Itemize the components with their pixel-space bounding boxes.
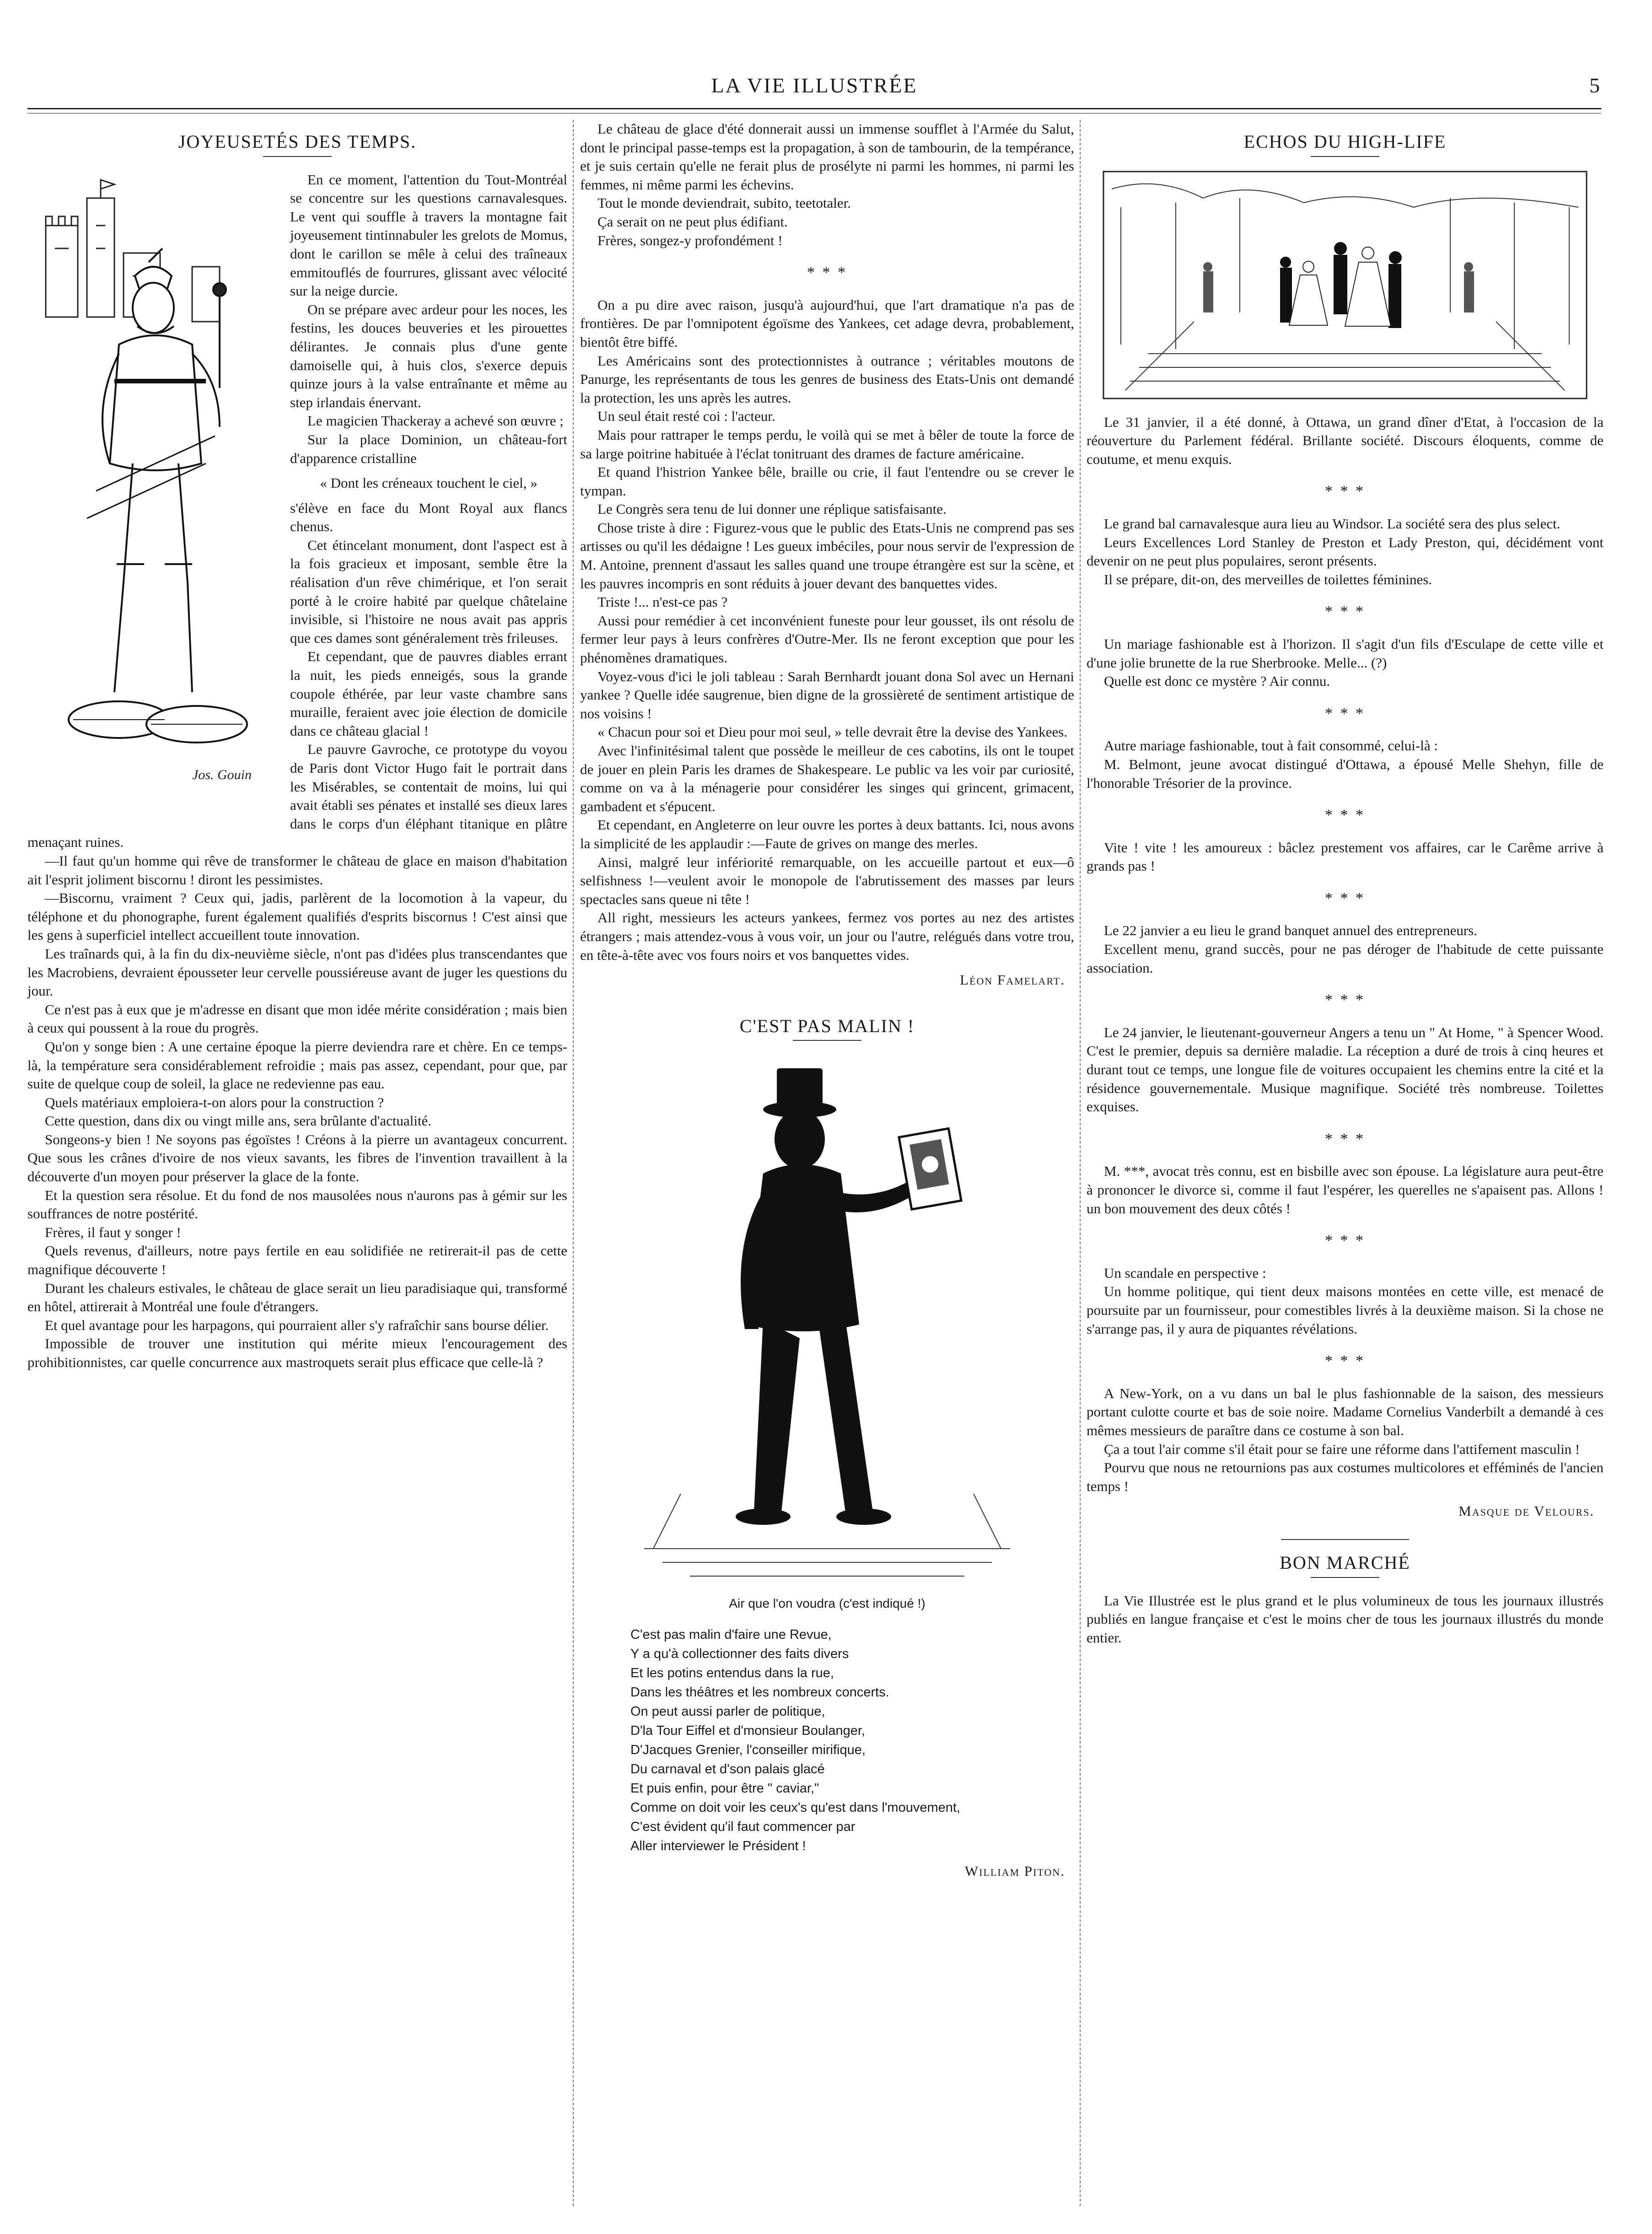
paragraph: A New-York, on a vu dans un bal le plus fashionnable de la saison, des messieurs portant culotte courte et bas de soie noire. Madame Cornelius Vanderbilt a demandé à ces mêmes messieurs de paraître dans ce costume à son bal. xyxy=(1087,1385,1604,1438)
paragraph: Le pauvre Gavroche, ce prototype du voyou de Paris dont Victor Hugo fait le portrait dans les Misérables, se contentait de moins, lui qui avait établi ses pénates et installé ses dieux lares dans le corps d'un éléphant titanique en plâtre menaçant ruines. xyxy=(27,741,567,851)
section-stars: * * * xyxy=(807,264,847,281)
author-signature: Masque de Velours. xyxy=(1458,1503,1594,1519)
paragraph: Frères, il faut y songer ! xyxy=(45,1224,181,1240)
section-stars: * * * xyxy=(1325,603,1365,620)
illustration-signature: Jos. Gouin xyxy=(192,767,252,782)
paragraph: Impossible de trouver une institution qui mérite mieux l'encouragement des prohibitionnistes, car quelle concurrence aux mastroquets serait plus efficace que celle-là ? xyxy=(27,1335,567,1370)
poem-line: Comme on doit voir les ceux's qu'est dans l'mouvement, xyxy=(630,1800,960,1815)
paragraph: Cet étincelant monument, dont l'aspect est à la fois gracieux et imposant, semble être la réalisation d'un rêve chimérique, et l'on serait porté à le croire habité par quelque châtelaine invisible, si l'histoire ne nous avait pas appris que ces dames sont généralement très frileuses. xyxy=(290,537,567,646)
section-stars: * * * xyxy=(1325,1352,1365,1370)
paragraph: —Il faut qu'un homme qui rêve de transformer le château de glace en maison d'habitation ait l'esprit joliment biscornu ! diront les pessimistes. xyxy=(27,852,567,888)
paragraph: Le 22 janvier a eu lieu le grand banquet annuel des entrepreneurs. xyxy=(1104,922,1477,939)
ballroom-illustration xyxy=(1103,171,1587,399)
paragraph: Le Congrès sera tenu de lui donner une réplique satisfaisante. xyxy=(597,501,947,517)
paragraph: Un scandale en perspective : xyxy=(1104,1265,1266,1281)
paragraph: Songeons-y bien ! Ne soyons pas égoïstes ! Créons à la pierre un avantageux concurrent. Que sous les crânes d'ivoire de nos vieux savants, les fibres de l'invention travaillent à la découverte d'un moyen pour préserver la glace de la fonte. xyxy=(27,1131,567,1185)
paragraph: Qu'on y songe bien : A une certaine époque la pierre deviendra rare et chère. En ce temps-là, la température sera considérablement refroidie ; mais pas assez, cependant, pour que, par suite de quelque coup de soleil, la glace ne redevienne pas eau. xyxy=(27,1038,567,1092)
paragraph: Quels matériaux emploiera-t-on alors pour la construction ? xyxy=(45,1094,384,1110)
paragraph: Et la question sera résolue. Et du fond de nos mausolées nous n'aurons pas à gémir sur les souffrances de notre postérité. xyxy=(27,1187,567,1222)
paragraph: On a pu dire avec raison, jusqu'à aujourd'hui, que l'art dramatique n'a pas de frontières. De par l'omnipotent égoïsme des Yankees, cet adage devra, probablement, bientôt être biffé. xyxy=(580,296,1074,350)
paragraph: Le 31 janvier, il a été donné, à Ottawa, un grand dîner d'Etat, à l'occasion de la réouverture du Parlement fédéral. Brillante société. Discours éloquents, comme de coutume, et menu exquis. xyxy=(1087,414,1604,467)
paragraph: Chose triste à dire : Figurez-vous que le public des Etats-Unis ne comprend pas ses artisses ou qu'il les dédaigne ! Les gueux imbéciles, pour nous servir de l'expression de M. Antoine, prennent d'assaut les salles quand une troupe étrangère est sur la scène, et les pauvres incompris en sont réduits à jouer devant des banquettes vides. xyxy=(580,519,1074,592)
paragraph: Vite ! vite ! les amoureux : bâclez prestement vos affaires, car le Carême arrive à grands pas ! xyxy=(1087,839,1604,874)
paragraph: Le magicien Thackeray a achevé son œuvre ; xyxy=(307,413,564,429)
paragraph: On se prépare avec ardeur pour les noces, les festins, les douces beuveries et les pirouettes délirantes. Je connais plus d'une gente damoiselle qui, à huis clos, s'exerce depuis quinze jours à la valse entraînante et même au step irlandais énervant. xyxy=(290,301,567,410)
paragraph: Les traînards qui, à la fin du dix-neuvième siècle, n'ont pas d'idées plus transcendantes que les Macrobiens, devraient épousseter leur cervelle poussiéreuse avant de juger les questions du jour. xyxy=(27,945,567,999)
paragraph: Quelle est donc ce mystère ? Air connu. xyxy=(1104,673,1330,689)
paragraph: Et cependant, que de pauvres diables errant la nuit, les pieds enneigés, sous la grande coupole éthérée, par leur vaste chambre sans muraille, feraient avec joie élection de domicile dans ce château glacial ! xyxy=(290,648,567,739)
paragraph: Aussi pour remédier à cet inconvénient funeste pour leur gousset, ils ont résolu de fermer leur pays à leurs confrères d'Outre-Mer. Ils ne feront exception que pour les phénomènes dramatiques. xyxy=(580,612,1074,666)
poem-line: Dans les théâtres et les nombreux concerts. xyxy=(630,1685,889,1700)
heading-rule xyxy=(263,156,332,157)
article-heading: JOYEUSETÉS DES TEMPS. xyxy=(178,131,417,152)
paragraph: —Biscornu, vraiment ? Ceux qui, jadis, parlèrent de la locomotion à la vapeur, du téléphone et du phonographe, furent également qualifiés d'esprits biscornus ! C'est ainsi que les gens à superficiel intellect accueillent toute innovation. xyxy=(27,890,567,943)
header-rule xyxy=(27,108,1601,113)
poem-line: D'Jacques Grenier, l'conseiller mirifique, xyxy=(630,1742,866,1757)
paragraph: Les Américains sont des protectionnistes à outrance ; véritables moutons de Panurge, les représentants de tous les genres de business des Etats-Unis ont demandé la protection, les uns après les autres. xyxy=(580,352,1074,406)
paragraph: Un homme politique, qui tient deux maisons montées en cette ville, est menacé de poursuite par un fournisseur, pour comestibles livrés à la deuxième maison. Si la chose ne s'arrange pas, il y aura de piquantes révélations. xyxy=(1087,1283,1604,1337)
paragraph: M. ***, avocat très connu, est en bisbille avec son épouse. La législature aura peut-être à prononcer le divorce si, comme il faut l'espérer, les querelles ne s'apaisent pas. Allons ! un bon mouvement des deux côtés ! xyxy=(1087,1163,1604,1217)
column-joyeusetes xyxy=(27,120,567,1372)
paragraph: La Vie Illustrée est le plus grand et le plus volumineux de tous les journaux illustrés publiés en langue française et c'est le moins cher de tous les journaux illustrés du monde entier. xyxy=(1087,1592,1604,1646)
heading-rule xyxy=(1311,156,1379,157)
section-stars: * * * xyxy=(1325,889,1365,907)
paragraph: Avec l'infinitésimal talent que possède le meilleur de ces cabotins, ils ont le toupet de jouer en plein Paris les drames de Shakespeare. Le public va les voir par curiosité, comme on va à la ménagerie pour considérer les singes qui grincent, grimacent, gambadent et s'épucent. xyxy=(580,743,1074,814)
paragraph: Et quand l'histrion Yankee bêle, braille ou crie, il faut l'entendre ou se crever le tympan. xyxy=(580,464,1074,499)
poem-line: C'est évident qu'il faut commencer par xyxy=(630,1819,856,1834)
paragraph: Frères, songez-y profondément ! xyxy=(597,232,783,248)
masthead xyxy=(27,69,1601,105)
paragraph: Durant les chaleurs estivales, le château de glace serait un lieu paradisiaque qui, transformé en hôtel, attirerait à Montréal une foule d'étrangers. xyxy=(27,1280,567,1315)
poem-line: Et les potins entendus dans la rue, xyxy=(630,1665,834,1680)
paragraph: Triste !... n'est-ce pas ? xyxy=(597,594,728,610)
column-separator xyxy=(1080,120,1081,2206)
paragraph: Quels revenus, d'ailleurs, notre pays fertile en eau solidifiée ne retirerait-il pas de cette magnifique découverte ! xyxy=(27,1243,567,1278)
paragraph: Mais pour rattraper le temps perdu, le voilà qui se met à bêler de toute la force de sa large poitrine habituée à l'éclat tonitruant des drames de facture américaine. xyxy=(580,426,1074,462)
article-heading: C'EST PAS MALIN ! xyxy=(739,1015,915,1036)
paragraph: Ainsi, malgré leur infériorité remarquable, on les accueille partout et eux—ô selfishness !—veulent avoir le monopole de l'abrutissement des masses par leurs spectacles sans queue ni tête ! xyxy=(580,854,1074,907)
page-number: 5 xyxy=(1589,74,1601,97)
silhouette-illustration xyxy=(626,1055,1028,1590)
newspaper-title: LA VIE ILLUSTRÉE xyxy=(711,74,918,97)
paragraph: Et cependant, en Angleterre on leur ouvre les portes à deux battants. Ici, nous avons la simplicité de les applaudir :—Faute de grives on mange des merles. xyxy=(580,817,1074,851)
paragraph: Voyez-vous d'ici le joli tableau : Sarah Bernhardt jouant dona Sol avec un Hernani yankee ? Quelle idée saugrenue, bien digne de la grossièreté de sentiment artistique de nos voisins ! xyxy=(580,668,1074,721)
section-stars: * * * xyxy=(1325,1130,1365,1147)
paragraph: Un mariage fashionable est à l'horizon. Il s'agit d'un fils d'Esculape de cette ville et d'une jolie brunette de la rue Sherbrooke. Melle... (?) xyxy=(1087,635,1604,671)
paragraph: M. Belmont, jeune avocat distingué d'Ottawa, a épousé Melle Shehyn, fille de l'honorable Trésorier de la province. xyxy=(1087,756,1604,791)
paragraph: s'élève en face du Mont Royal aux flancs chenus. xyxy=(290,500,567,535)
quotation: « Dont les créneaux touchent le ciel, » xyxy=(320,475,538,491)
paragraph: All right, messieurs les acteurs yankees, fermez vos portes au nez des artistes étrangers ; mais attendez-vous à vous voir, un jour ou l'autre, relégués dans votre trou, en tête-à-tête avec vos fours noirs et vos banquettes vides. xyxy=(580,910,1074,963)
section-stars: * * * xyxy=(1325,483,1365,500)
author-signature: William Piton. xyxy=(964,1863,1065,1879)
paragraph: Excellent menu, grand succès, pour ne pas déroger de l'habitude de cette puissante association. xyxy=(1087,941,1604,976)
poem xyxy=(580,1625,1074,1856)
song-caption: Air que l'on voudra (c'est indiqué !) xyxy=(729,1596,926,1611)
poem-line: Et puis enfin, pour être " caviar," xyxy=(630,1781,819,1796)
section-stars: * * * xyxy=(1325,705,1365,722)
poem-line: Aller interviewer le Président ! xyxy=(630,1838,806,1853)
paragraph: Le château de glace d'été donnerait aussi un immense soufflet à l'Armée du Salut, dont le principal passe-temps est la propagation, à son de tambourin, de la tempérance, et je suis certain qu'elle ne ferait plus de prosélyte ni parmi les hommes, ni parmi les femmes, ni même parmi les échevins. xyxy=(580,121,1074,193)
paragraph: Cette question, dans dix ou vingt mille ans, sera brûlante d'actualité. xyxy=(45,1113,431,1129)
section-stars: * * * xyxy=(1325,807,1365,824)
poem-line: D'la Tour Eiffel et d'monsieur Boulanger, xyxy=(630,1723,865,1738)
column-separator xyxy=(573,120,574,2206)
paragraph: Le grand bal carnavalesque aura lieu au Windsor. La société sera des plus select. xyxy=(1104,515,1561,532)
paragraph: Et quel avantage pour les harpagons, qui pourraient aller s'y rafraîchir sans bourse délier. xyxy=(45,1317,549,1333)
snowshoer-illustration xyxy=(27,171,284,811)
paragraph: Sur la place Dominion, un château-fort d'apparence cristalline xyxy=(290,431,567,466)
paragraph: Un seul était resté coi : l'acteur. xyxy=(597,408,775,425)
paragraph: En ce moment, l'attention du Tout-Montréal se concentre sur les questions carnavalesques. Le vent qui souffle à travers la montagne fait joyeusement tintinnabuler les grelots de Momus, dont le carillon se mêle à celui des traîneaux emmitouflés de fourrures, glissant avec vélocité sur la neige durcie. xyxy=(290,171,567,299)
column-high-life xyxy=(1087,120,1604,1647)
paragraph: Pourvu que nous ne retournions pas aux costumes multicolores et efféminés de l'ancien temps ! xyxy=(1087,1459,1604,1494)
author-signature: Léon Famelart. xyxy=(960,972,1065,988)
paragraph: Ça serait on ne peut plus édifiant. xyxy=(597,213,788,230)
heading-rule xyxy=(1311,1577,1379,1578)
column-theatre xyxy=(580,120,1074,1881)
poem-line: Y a qu'à collectionner des faits divers xyxy=(630,1646,849,1661)
paragraph: Ce n'est pas à eux que je m'adresse en disant que mon idée mérite considération ; mais bien à ceux qui poussent à la roue du progrès. xyxy=(27,1001,567,1036)
paragraph: Il se prépare, dit-on, des merveilles de toilettes féminines. xyxy=(1104,571,1432,587)
article-heading: BON MARCHÉ xyxy=(1280,1552,1410,1573)
paragraph: Ça a tout l'air comme s'il était pour se faire une réforme dans l'attifement masculin ! xyxy=(1104,1441,1580,1457)
poem-line: C'est pas malin d'faire une Revue, xyxy=(630,1627,832,1642)
section-stars: * * * xyxy=(1325,1232,1365,1249)
section-stars: * * * xyxy=(1325,991,1365,1009)
heading-rule xyxy=(793,1040,861,1041)
paragraph: Autre mariage fashionable, tout à fait consommé, celui-là : xyxy=(1104,737,1438,754)
paragraph: Le 24 janvier, le lieutenant-gouverneur Angers a tenu un " At Home, " à Spencer Wood. C'est le premier, depuis sa dernière maladie. La réception a duré de trois à cinq heures et durant tout ce temps, une longue file de voitures occupaient les chemins entre la cité et la résidence gouvernementale. Musique magnifique. Société très nombreuse. Toilettes exquises. xyxy=(1087,1024,1604,1115)
paragraph: « Chacun pour soi et Dieu pour moi seul, » telle devrait être la devise des Yankees. xyxy=(597,724,1068,740)
article-heading: ECHOS DU HIGH-LIFE xyxy=(1243,131,1447,152)
section-rule xyxy=(1281,1539,1409,1540)
paragraph: Leurs Excellences Lord Stanley de Preston et Lady Preston, qui, décidément vont devenir on ne peut plus populaires, seront présents. xyxy=(1087,534,1604,569)
poem-line: Du carnaval et d'son palais glacé xyxy=(630,1761,825,1776)
paragraph: Tout le monde deviendrait, subito, teetotaler. xyxy=(597,195,851,211)
poem-line: On peut aussi parler de politique, xyxy=(630,1704,825,1719)
